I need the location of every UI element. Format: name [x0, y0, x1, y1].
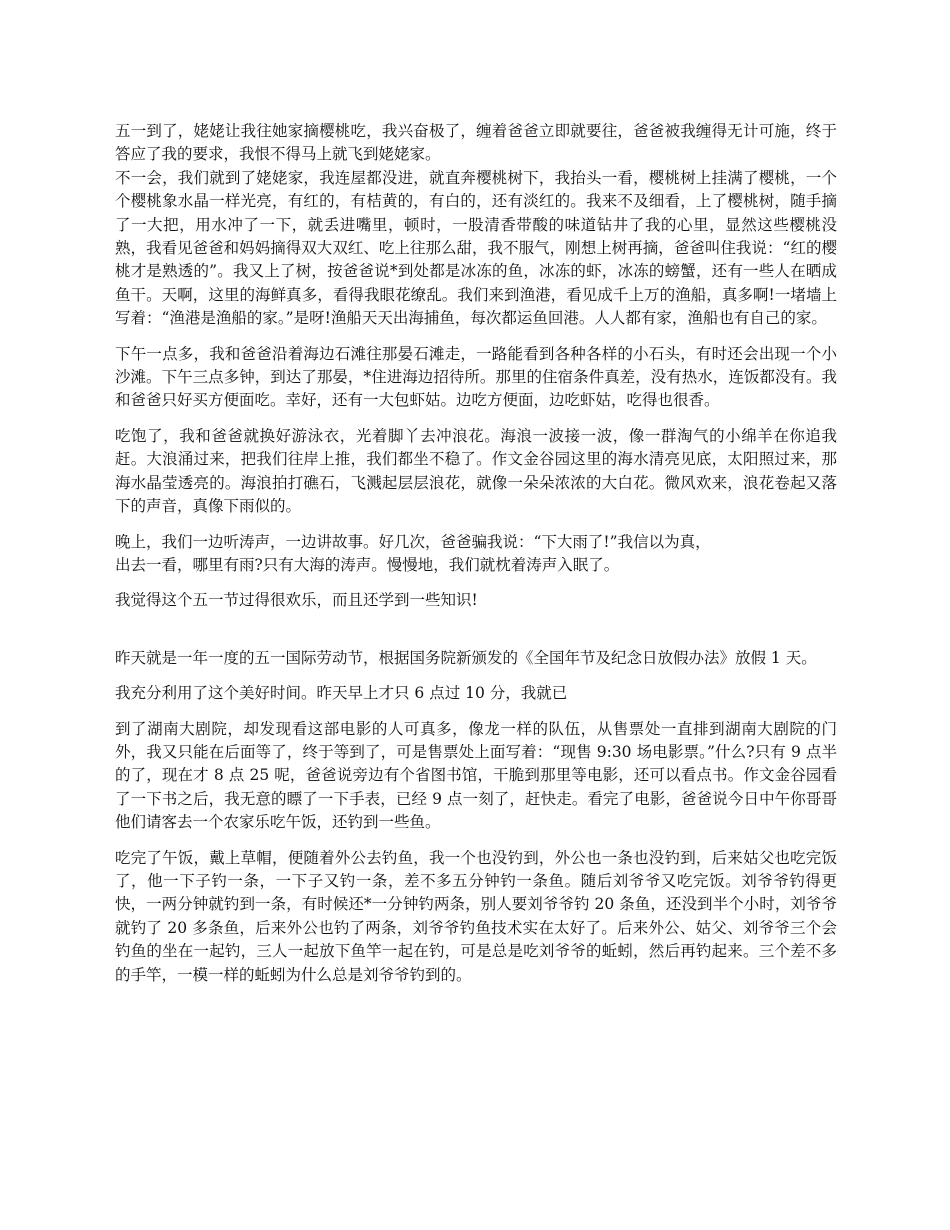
- section-divider-space: [115, 625, 837, 647]
- paragraph-cherry-visit: 五一到了，姥姥让我往她家摘樱桃吃，我兴奋极了，缠着爸爸立即就要往，爸爸被我缠得无计可施，终于答应了我的要求，我恨不得马上就飞到姥姥家。 不一会，我们就到了姥姥家，我连屋都没进，就直奔樱桃树下，我抬头一看，樱桃树上挂满了樱桃，一个个樱桃象水晶一样光亮，有红的，有桔黄的，有白的，还有淡红的。我来不及细看，上了樱桃树，随手摘了一大把，用水冲了一下，就丢进嘴里，顿时，一股清香带酸的味道钻井了我的心里，显然这些樱桃没熟，我看见爸爸和妈妈摘得双大双红、吃上往那么甜，我不服气，刚想上树再摘，爸爸叫住我说：“红的樱桃才是熟透的”。我又上了树，按爸爸说*到处都是冰冻的鱼，冰冻的虾，冰冻的螃蟹，还有一些人在晒成鱼干。天啊，这里的海鲜真多，看得我眼花缭乱。我们来到渔港，看见成千上万的渔船，真多啊!一堵墙上写着：“渔港是渔船的家。”是呀!渔船天天出海捕鱼，每次都运鱼回港。人人都有家，渔船也有自己的家。: [115, 122, 837, 328]
- paragraph-fishing: 吃完了午饭，戴上草帽，便随着外公去钓鱼，我一个也没钓到，外公也一条也没钓到，后来姑父也吃完饭了，他一下子钓一条，一下子又钓一条，差不多五分钟钓一条鱼。随后刘爷爷又吃完饭。刘爷爷钓得更快，一两分钟就钓到一条，有时候还*一分钟钓两条，别人要刘爷爷钓 20 条鱼，还没到半个小时，刘爷爷就钓了 20 多条鱼，后来外公也钓了两条，刘爷爷钓鱼技术实在太好了。后来外公、姑父、刘爷爷三个会钓鱼的坐在一起钓，三人一起放下鱼竿一起在钓，可是总是吃刘爷爷的蚯蚓，然后再钓起来。三个差不多的手竿，一模一样的蚯蚓为什么总是刘爷爷钓到的。: [115, 848, 837, 984]
- paragraph-afternoon-beach: 下午一点多，我和爸爸沿着海边石滩往那晏石滩走，一路能看到各种各样的小石头，有时还会出现一个小沙滩。下午三点多钟，到达了那晏，*住进海边招待所。那里的住宿条件真差，没有热水，连饭都没有。我和爸爸只好买方便面吃。幸好，还有一大包虾姑。边吃方便面，边吃虾姑，吃得也很香。: [115, 344, 837, 410]
- paragraph-cinema: 到了湖南大剧院，却发现看这部电影的人可真多，像龙一样的队伍，从售票处一直排到湖南大剧院的门外，我又只能在后面等了，终于等到了，可是售票处上面写着：“现售 9:30 场电影票。”什么?只有 9 点半的了，现在才 8 点 25 呢，爸爸说旁边有个省图书馆，干脆到那里等电影，还可以看点书。作文金谷园看了一下书之后，我无意的瞟了一下手表，已经 9 点一刻了，赶快走。看完了电影，爸爸说今日中午你哥哥他们请客去一个农家乐吃午饭，还钓到一些鱼。: [115, 719, 837, 832]
- document-body: [115, 120, 837, 999]
- paragraph-early-morning: 我充分利用了这个美好时间。昨天早上才只 6 点过 10 分，我就已: [115, 684, 568, 703]
- paragraph-surfing: 吃饱了，我和爸爸就换好游泳衣，光着脚丫去冲浪花。海浪一波接一波，像一群淘气的小绵羊在你追我赶。大浪涌过来，把我们往岸上推，我们都坐不稳了。作文金谷园这里的海水清亮见底，太阳照过来，那海水晶莹透亮的。海浪拍打礁石，飞溅起层层浪花，就像一朵朵浓浓的大白花。微风欢来，浪花卷起又落下的声音，真像下雨似的。: [115, 426, 837, 516]
- paragraph-labor-day: 昨天就是一年一度的五一国际劳动节，根据国务院新颁发的《全国年节及纪念日放假办法》放假 1 天。: [115, 648, 817, 667]
- paragraph-conclusion: 我觉得这个五一节过得很欢乐，而且还学到一些知识!: [115, 591, 478, 610]
- paragraph-evening-stories: 晚上，我们一边听涛声，一边讲故事。好几次，爸爸骗我说：“下大雨了!”我信以为真， 出去一看，哪里有雨?只有大海的涛声。慢慢地，我们就枕着涛声入眠了。: [115, 532, 711, 574]
